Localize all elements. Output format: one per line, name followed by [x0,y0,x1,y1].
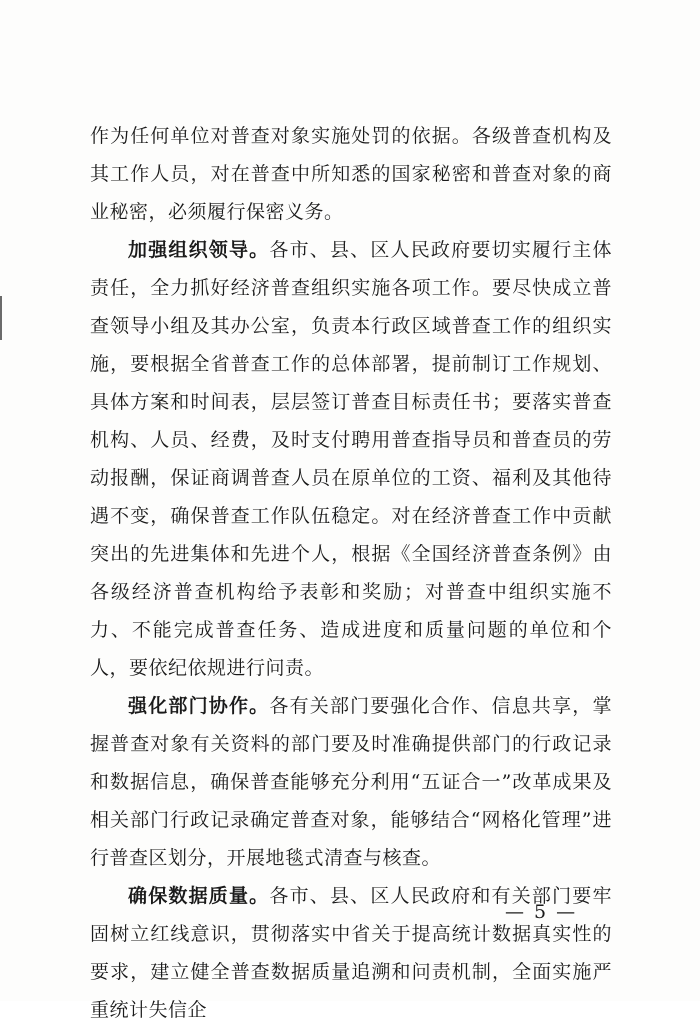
paragraph-text: 作为任何单位对普查对象实施处罚的依据。各级普查机构及其工作人员，对在普查中所知悉的国家秘密和普查对象的商业秘密，必须履行保密义务。 [90,125,612,223]
paragraph-text: 各市、县、区人民政府和有关部门要牢固树立红线意识，贯彻落实中省关于提高统计数据真实性的要求，建立健全普查数据质量追溯和问责机制，全面实施严重统计失信企 [90,885,612,1021]
paragraph-continuation [90,117,612,231]
paragraph-organization-leadership [90,231,612,687]
paragraph-heading: 加强组织领导。 [128,239,270,261]
body-text [90,117,612,1029]
paragraph-text: 各有关部门要强化合作、信息共享，掌握普查对象有关资料的部门要及时准确提供部门的行政记录和数据信息，确保普查能够充分利用“五证合一”改革成果及相关部门行政记录确定普查对象，能够结合“网格化管理”进行普查区划分，开展地毯式清查与核查。 [90,695,612,869]
paragraph-department-cooperation [90,687,612,877]
paragraph-heading: 确保数据质量。 [128,885,270,907]
paragraph-text: 各市、县、区人民政府要切实履行主体责任，全力抓好经济普查组织实施各项工作。要尽快成立普查领导小组及其办公室，负责本行政区域普查工作的组织实施，要根据全省普查工作的总体部署，提前制订工作规划、具体方案和时间表，层层签订普查目标责任书；要落实普查机构、人员、经费，及时支付聘用普查指导员和普查员的劳动报酬，保证商调普查人员在原单位的工资、福利及其他待遇不变，确保普查工作队伍稳定。对在经济普查工作中贡献突出的先进集体和先进个人，根据《全国经济普查条例》由各级经济普查机构给予表彰和奖励；对普查中组织实施不力、不能完成普查任务、造成进度和质量问题的单位和个人，要依纪依规进行问责。 [90,239,612,679]
scan-edge-mark [0,296,2,340]
page-number: — 5 — [505,901,578,923]
paragraph-heading: 强化部门协作。 [128,695,270,717]
